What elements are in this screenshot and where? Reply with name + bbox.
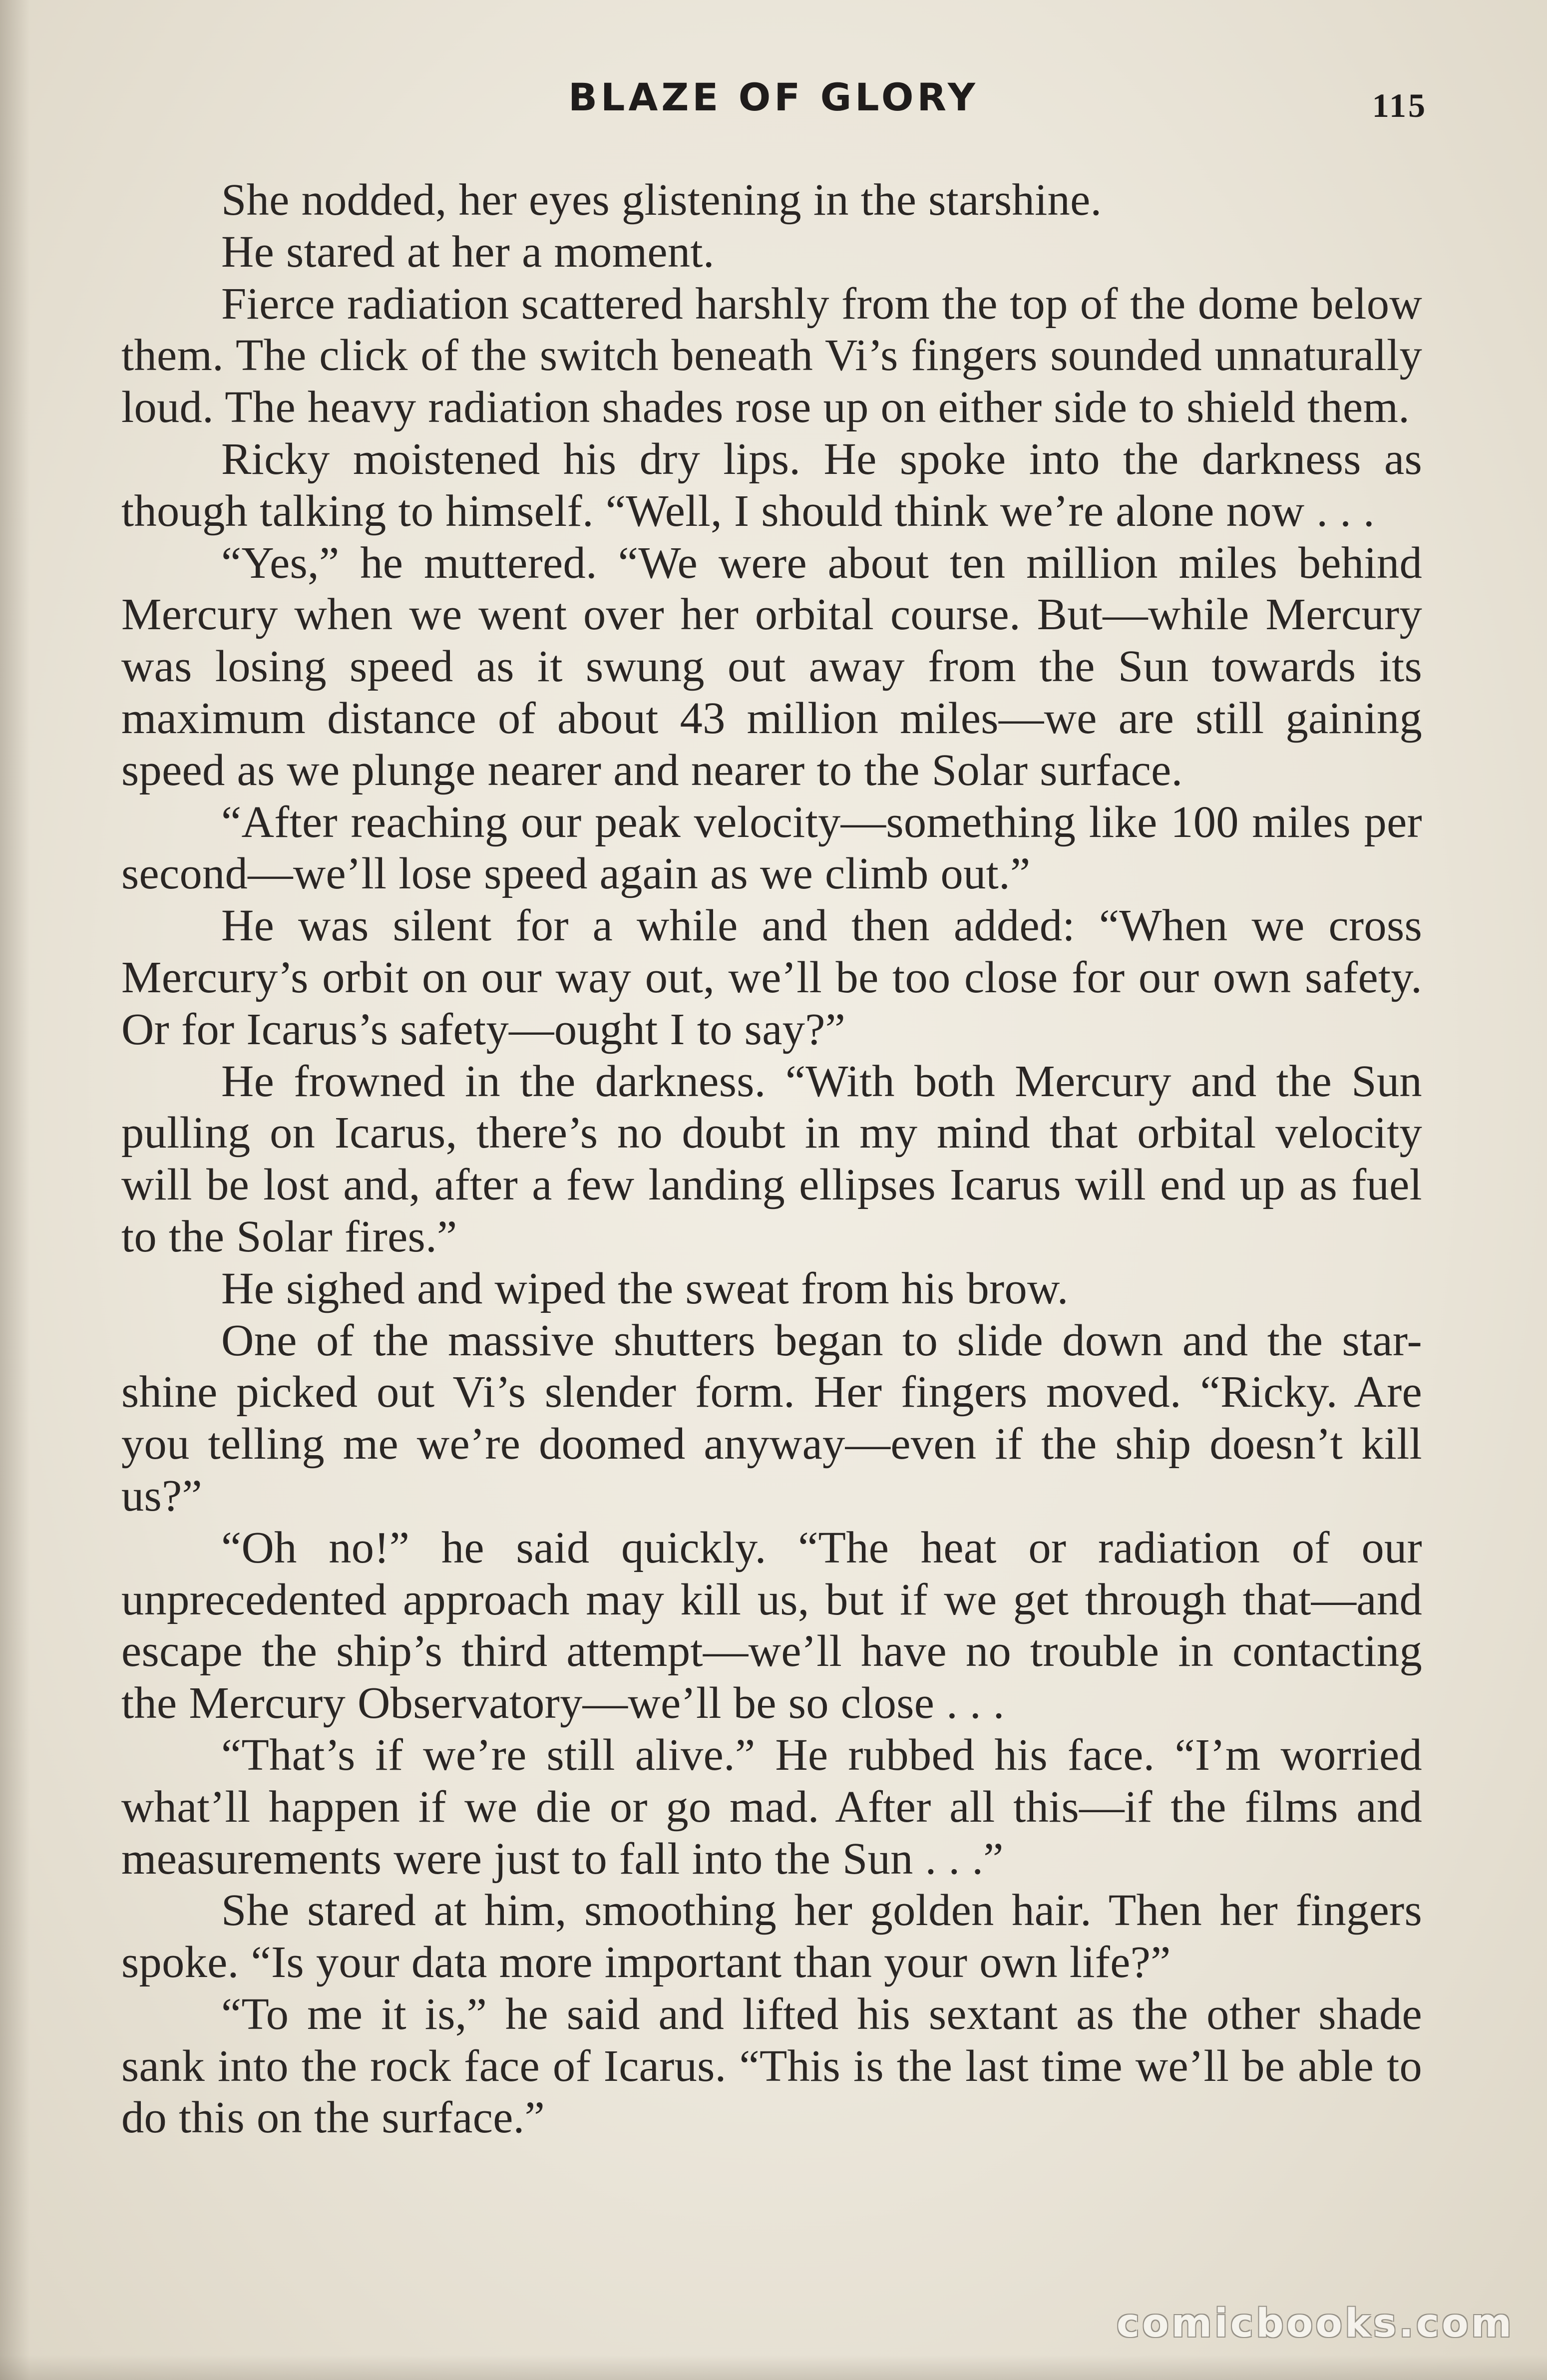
paragraph: Fierce radiation scattered harshly from the top of the dome below them. The click of the switch beneath Vi’s fingers sounded unnaturally loud. The heavy radiation shades rose up on either side to shield them. (121, 278, 1422, 432)
paragraph: She stared at him, smoothing her golden hair. Then her fingers spoke. “Is your data more important than your own life?” (121, 1885, 1422, 1987)
body-text (121, 174, 1422, 2143)
paragraph: “Yes,” he muttered. “We were about ten million miles behind Mercury when we went over her orbital course. But—while Mercury was losing speed as it swung out away from the Sun towards its maximum distance of about 43 million miles—we are still gaining speed as we plunge nearer and nearer to the Solar surface. (121, 537, 1422, 795)
watermark: comicbooks.com (1116, 2301, 1514, 2346)
paragraph: “After reaching our peak velocity—something like 100 miles per second—we’ll lose speed again as we climb out.” (121, 796, 1422, 899)
paragraph: She nodded, her eyes glistening in the starshine. (221, 174, 1102, 225)
paragraph: He stared at her a moment. (221, 226, 715, 277)
page-edge-shadow (0, 0, 30, 2380)
paragraph: “Oh no!” he said quickly. “The heat or radiation of our unprecedented approach may kill us, but if we get through that—and escape the ship’s third attempt—we’ll have no trouble in contacting the Mercury Observatory—we’ll be so close . . . (121, 1522, 1422, 1728)
paragraph: “That’s if we’re still alive.” He rubbed his face. “I’m worried what’ll happen if we die or go mad. After all this—if the films and measurements were just to fall into the Sun . . .” (121, 1729, 1422, 1884)
paragraph: One of the massive shutters began to slide down and the star-shine picked out Vi’s slender form. Her fingers moved. “Ricky. Are you telling me we’re doomed anyway—even if the ship doesn’t kill us?” (121, 1314, 1422, 1521)
paragraph: He was silent for a while and then added: “When we cross Mercury’s orbit on our way out, we’ll be too close for our own safety. Or for Icarus’s safety—ought I to say?” (121, 900, 1422, 1054)
paragraph: He frowned in the darkness. “With both Mercury and the Sun pulling on Icarus, there’s no doubt in my mind that orbital velocity will be lost and, after a few landing ellipses Icarus will end up as fuel to the Solar fires.” (121, 1055, 1422, 1261)
page-number: 115 (1372, 86, 1427, 124)
paragraph: He sighed and wiped the sweat from his brow. (221, 1262, 1069, 1313)
page-bottom-shadow (0, 2355, 1547, 2380)
running-title: BLAZE OF GLORY (568, 75, 979, 119)
paragraph: Ricky moistened his dry lips. He spoke into the darkness as though talking to himself. “Well, I should think we’re alone now . . . (121, 433, 1422, 536)
paragraph: “To me it is,” he said and lifted his sextant as the other shade sank into the rock face of Icarus. “This is the last time we’ll be able to do this on the surface.” (121, 1988, 1422, 2143)
